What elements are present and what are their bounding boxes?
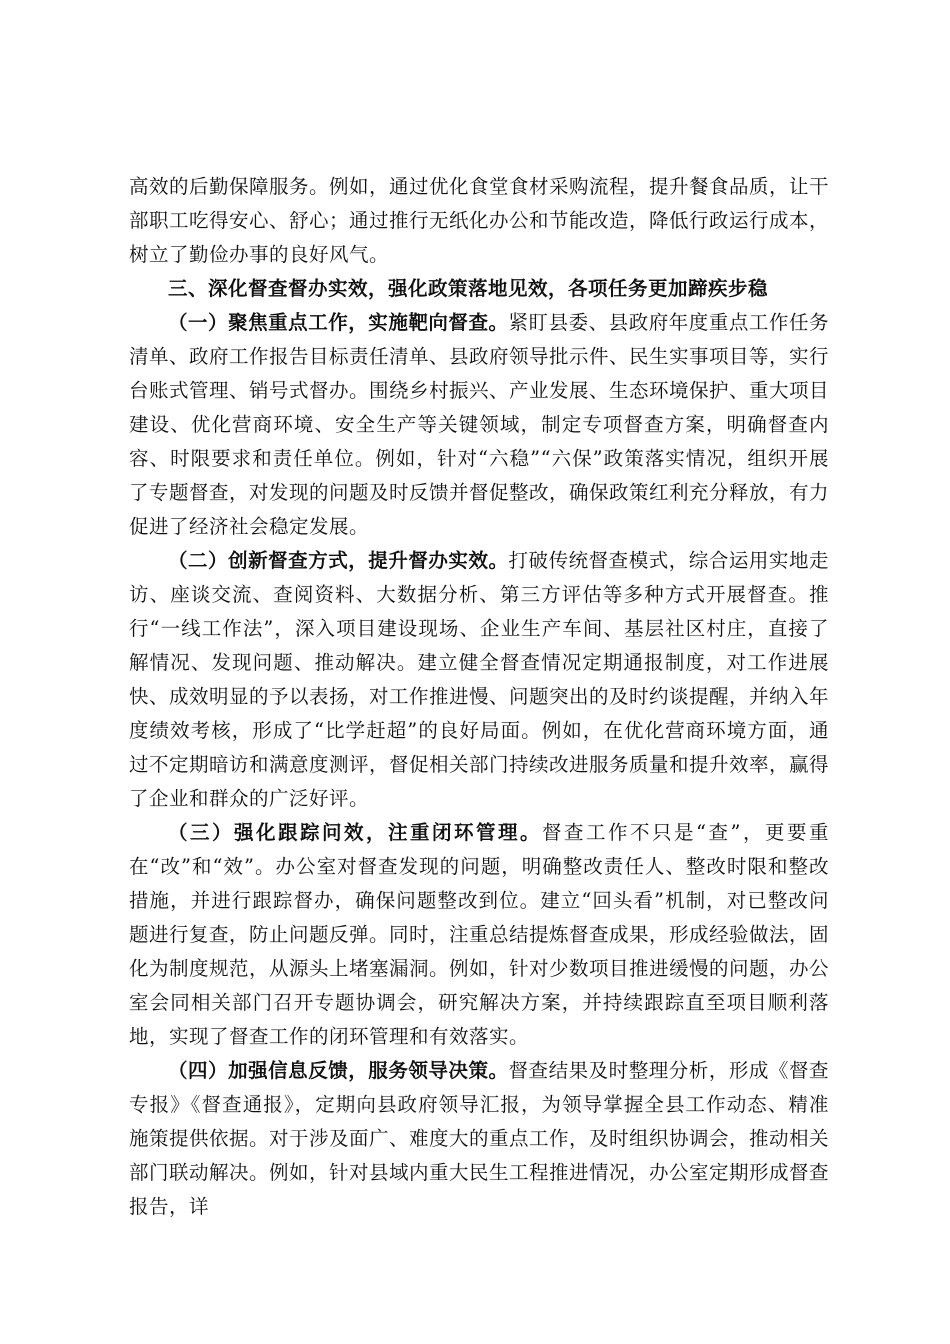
document-body [129, 170, 829, 1224]
paragraph-3-lead: （三）强化跟踪问效，注重闭环管理。 [168, 821, 543, 844]
paragraph-2 [129, 544, 829, 816]
section-heading: 三、深化督查督办实效，强化政策落地见效，各项任务更加蹄疾步稳 [168, 277, 769, 300]
paragraph-continuation: 高效的后勤保障服务。例如，通过优化食堂食材采购流程，提升餐食品质，让干部职工吃得安心、舒心；通过推行无纸化办公和节能改造，降低行政运行成本，树立了勤俭办事的良好风气。 [129, 175, 830, 266]
paragraph-2-lead: （二）创新督查方式，提升督办实效。 [168, 549, 509, 572]
paragraph-1-lead: （一）聚焦重点工作，实施靶向督查。 [168, 311, 509, 334]
paragraph-3-body: 督查工作不只是“查”，更要重在“改”和“效”。办公室对督查发现的问题，明确整改责任人、整改时限和整改措施，并进行跟踪督办，确保问题整改到位。建立“回头看”机制，对已整改问题进行复查，防止问题反弹。同时，注重总结提炼督查成果，形成经验做法，固化为制度规范，从源头上堵塞漏洞。例如，针对少数项目推进缓慢的问题，办公室会同相关部门召开专题协调会，研究解决方案，并持续跟踪直至项目顺利落地，实现了督查工作的闭环管理和有效落实。 [129, 821, 830, 1048]
paragraph-4-lead: （四）加强信息反馈，服务领导决策。 [168, 1059, 509, 1082]
paragraph-4-body: 督查结果及时整理分析，形成《督查专报》《督查通报》，定期向县政府领导汇报，为领导掌握全县工作动态、精准施策提供依据。对于涉及面广、难度大的重点工作，及时组织协调会，推动相关部门联动解决。例如，针对县域内重大民生工程推进情况，办公室定期形成督查报告，详 [129, 1059, 830, 1218]
paragraph-4 [129, 1054, 829, 1224]
paragraph-3 [129, 816, 829, 1054]
paragraph-1-body: 紧盯县委、县政府年度重点工作任务清单、政府工作报告目标责任清单、县政府领导批示件、民生实事项目等，实行台账式管理、销号式督办。围绕乡村振兴、产业发展、生态环境保护、重大项目建设、优化营商环境、安全生产等关键领域，制定专项督查方案，明确督查内容、时限要求和责任单位。例如，针对“六稳”“六保”政策落实情况，组织开展了专题督查，对发现的问题及时反馈并督促整改，确保政策红利充分释放，有力促进了经济社会稳定发展。 [129, 311, 830, 538]
paragraph-2-body: 打破传统督查模式，综合运用实地走访、座谈交流、查阅资料、大数据分析、第三方评估等多种方式开展督查。推行“一线工作法”，深入项目建设现场、企业生产车间、基层社区村庄，直接了解情况、发现问题、推动解决。建立健全督查情况定期通报制度，对工作进展快、成效明显的予以表扬，对工作推进慢、问题突出的及时约谈提醒，并纳入年度绩效考核，形成了“比学赶超”的良好局面。例如，在优化营商环境方面，通过不定期暗访和满意度测评，督促相关部门持续改进服务质量和提升效率，赢得了企业和群众的广泛好评。 [129, 549, 830, 810]
paragraph-1 [129, 306, 829, 544]
